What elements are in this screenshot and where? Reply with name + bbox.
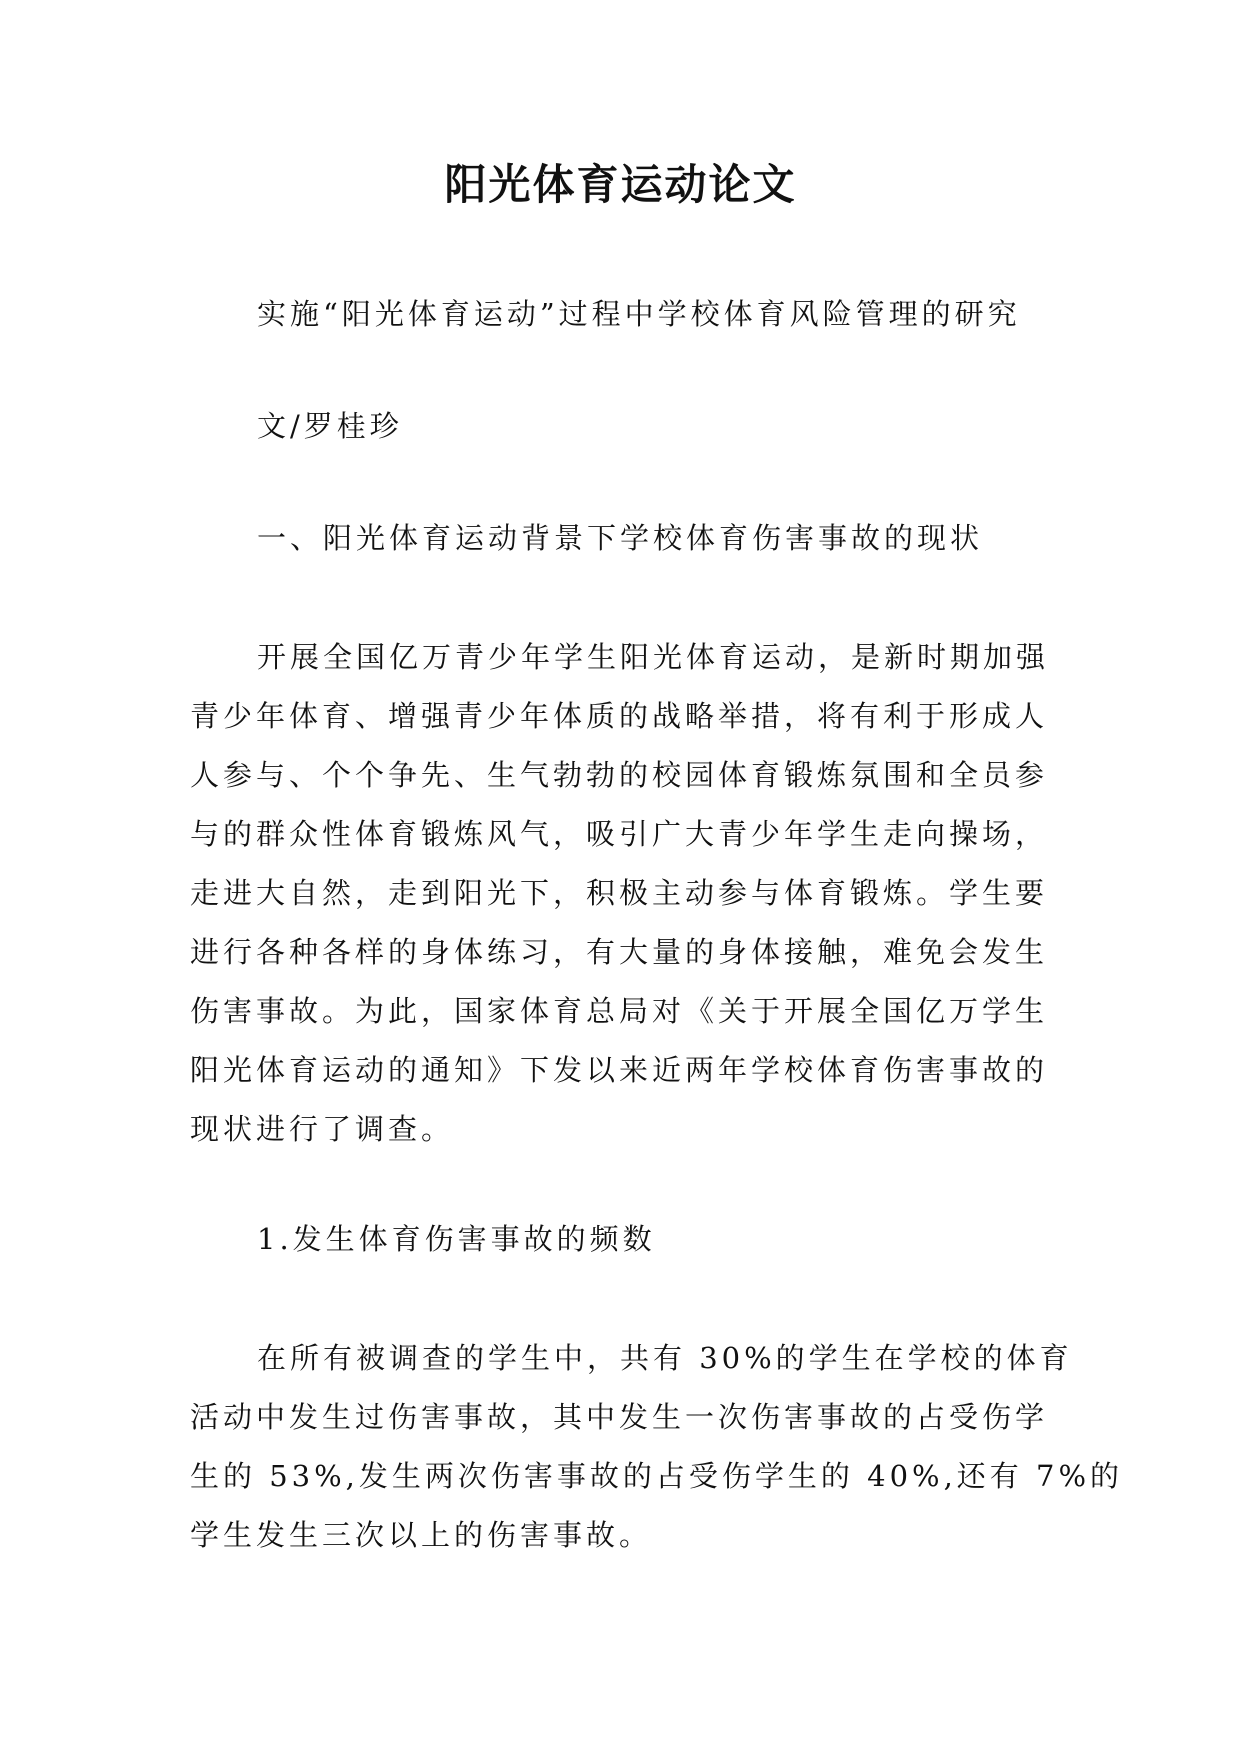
paragraph-line: 走进大自然，走到阳光下，积极主动参与体育锻炼。学生要 — [190, 876, 1049, 910]
paragraph-2 — [190, 1329, 1124, 1565]
paragraph-line: 阳光体育运动的通知》下发以来近两年学校体育伤害事故的 — [190, 1053, 1049, 1087]
paragraph-line: 伤害事故。为此，国家体育总局对《关于开展全国亿万学生 — [190, 994, 1049, 1028]
document-title: 阳光体育运动论文 — [444, 160, 797, 209]
paragraph-line: 青少年体育、增强青少年体质的战略举措，将有利于形成人 — [190, 699, 1049, 733]
paragraph-line: 生的 53%,发生两次伤害事故的占受伤学生的 40%,还有 7%的 — [190, 1459, 1124, 1493]
paragraph-line: 在所有被调查的学生中，共有 30%的学生在学校的体育 — [257, 1341, 1073, 1375]
paragraph-line: 进行各种各样的身体练习，有大量的身体接触，难免会发生 — [190, 935, 1049, 969]
paragraph-line: 与的群众性体育锻炼风气，吸引广大青少年学生走向操场， — [190, 817, 1049, 851]
paragraph-line: 活动中发生过伤害事故，其中发生一次伤害事故的占受伤学 — [190, 1400, 1049, 1434]
paragraph-line: 现状进行了调查。 — [190, 1112, 455, 1146]
section-heading: 一、阳光体育运动背景下学校体育伤害事故的现状 — [257, 521, 984, 555]
paragraph-1 — [190, 628, 1070, 1159]
paragraph-line: 人参与、个个争先、生气勃勃的校园体育锻炼氛围和全员参 — [190, 758, 1049, 792]
subsection-heading: 1.发生体育伤害事故的频数 — [257, 1222, 656, 1256]
paragraph-line: 开展全国亿万青少年学生阳光体育运动，是新时期加强 — [257, 640, 1050, 674]
paragraph-line: 学生发生三次以上的伤害事故。 — [190, 1518, 653, 1552]
document-subtitle: 实施“阳光体育运动”过程中学校体育风险管理的研究 — [257, 297, 1021, 331]
author-line: 文/罗桂珍 — [257, 409, 403, 443]
